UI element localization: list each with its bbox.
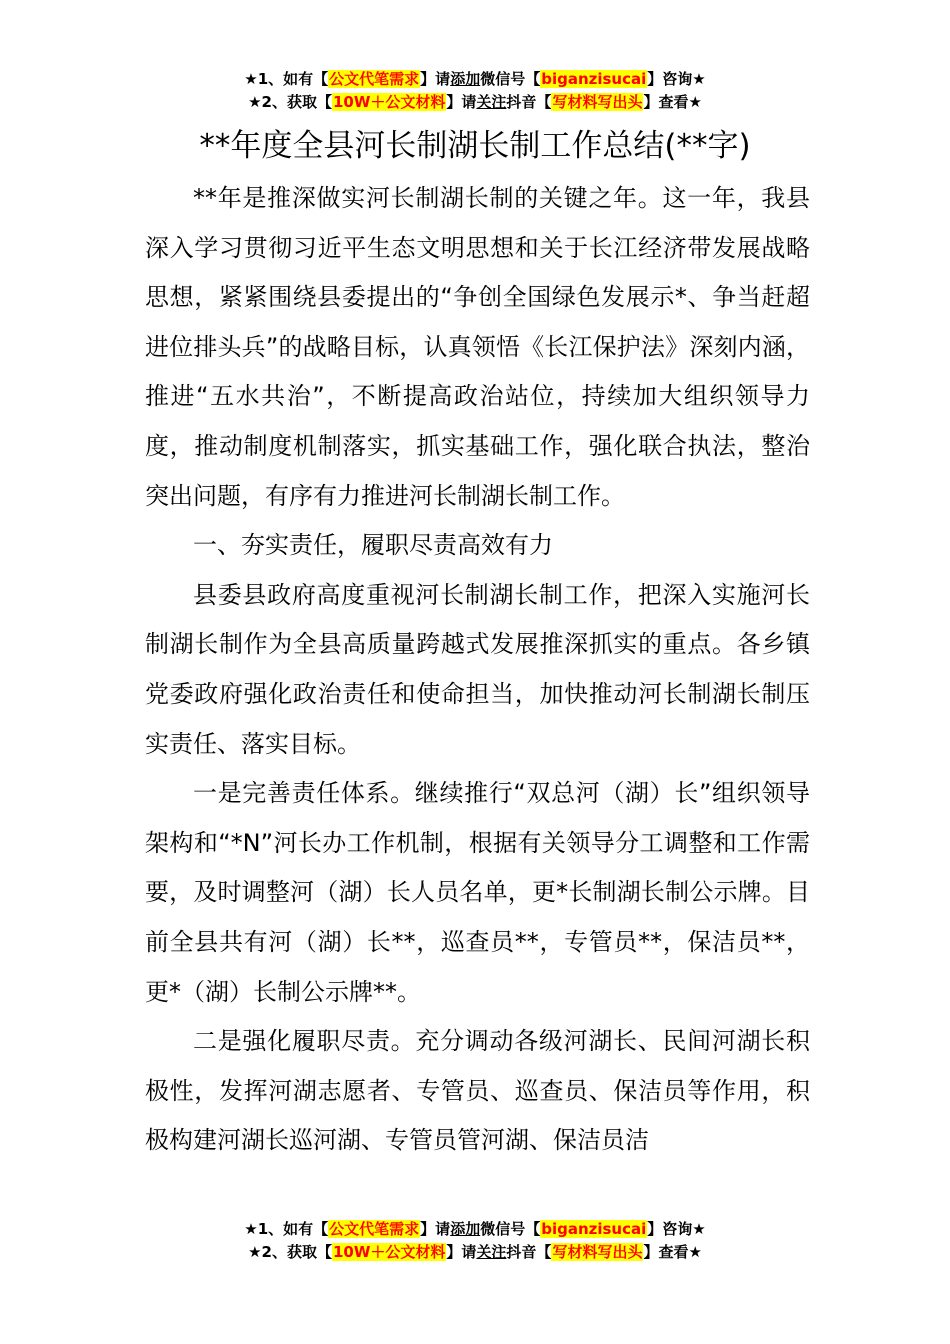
banner-text: ★2、获取【 <box>248 1243 332 1261</box>
banner-text: 】查看★ <box>643 93 702 111</box>
banner-text: 】咨询★ <box>647 70 706 88</box>
highlight-tag: 10W＋公文材料 <box>332 93 446 111</box>
top-banner <box>0 68 950 114</box>
highlight-tag: 写材料写出头 <box>552 93 643 111</box>
paragraph-section-1: 县委县政府高度重视河长制湖长制工作，把深入实施河长制湖长制作为全县高质量跨越式发展推深抓实的重点。各乡镇党委政府强化政治责任和使命担当，加快推动河长制湖长制压实责任、落实目标。 <box>145 580 810 758</box>
paragraph-intro: **年是推深做实河长制湖长制的关键之年。这一年，我县深入学习贯彻习近平生态文明思想和关于长江经济带发展战略思想，紧紧围绕县委提出的“争创全国绿色发展示*、争当赶超进位排头兵”的战略目标，认真领悟《长江保护法》深刻内涵，推进“五水共治”，不断提高政治站位，持续加大组织领导力度，推动制度机制落实，抓实基础工作，强化联合执法，整治突出问题，有序有力推进河长制湖长制工作。 <box>145 184 810 510</box>
banner-text: 】查看★ <box>643 1243 702 1261</box>
bottom-banner <box>0 1218 950 1264</box>
highlight-tag: 10W＋公文材料 <box>332 1243 446 1261</box>
banner-text: 】请 <box>446 1243 477 1261</box>
banner-text: 微信号【 <box>480 1220 541 1238</box>
banner-text: 抖音【 <box>506 93 552 111</box>
paragraph-point-2: 二是强化履职尽责。充分调动各级河湖长、民间河湖长积极性，发挥河湖志愿者、专管员、巡查员、保洁员等作用，积极构建河湖长巡河湖、专管员管河湖、保洁员洁 <box>145 1027 810 1155</box>
highlight-tag: 公文代笔需求 <box>329 70 420 88</box>
banner-line-1 <box>0 1218 950 1241</box>
banner-line-1 <box>0 68 950 91</box>
banner-text: 】咨询★ <box>647 1220 706 1238</box>
paragraph-point-1: 一是完善责任体系。继续推行“双总河（湖）长”组织领导架构和“*N”河长办工作机制，根据有关领导分工调整和工作需要，及时调整河（湖）长人员名单，更*长制湖长制公示牌。目前全县共有河（湖）长**，巡查员**，专管员**，保洁员**，更*（湖）长制公示牌**。 <box>145 779 810 1006</box>
banner-text: 微信号【 <box>480 70 541 88</box>
document-body <box>145 174 810 1166</box>
document-title: **年度全县河长制湖长制工作总结(**字) <box>199 128 751 164</box>
highlight-tag: 公文代笔需求 <box>329 1220 420 1238</box>
banner-line-2 <box>0 1241 950 1264</box>
highlight-tag: biganzisucai <box>541 1220 647 1238</box>
banner-text: ★2、获取【 <box>248 93 332 111</box>
section-heading: 一、夯实责任，履职尽责高效有力 <box>193 531 553 560</box>
highlight-tag: biganzisucai <box>541 70 647 88</box>
underlined-text: 关注 <box>476 1243 507 1261</box>
underlined-text: 关注 <box>476 93 507 111</box>
underlined-text: 添加 <box>450 1220 481 1238</box>
banner-text: 】请 <box>446 93 477 111</box>
banner-text: 】请 <box>420 1220 451 1238</box>
banner-text: 】请 <box>420 70 451 88</box>
banner-text: ★1、如有【 <box>244 1220 329 1238</box>
banner-text: ★1、如有【 <box>244 70 329 88</box>
highlight-tag: 写材料写出头 <box>552 1243 643 1261</box>
underlined-text: 添加 <box>450 70 481 88</box>
banner-line-2 <box>0 91 950 114</box>
banner-text: 抖音【 <box>506 1243 552 1261</box>
